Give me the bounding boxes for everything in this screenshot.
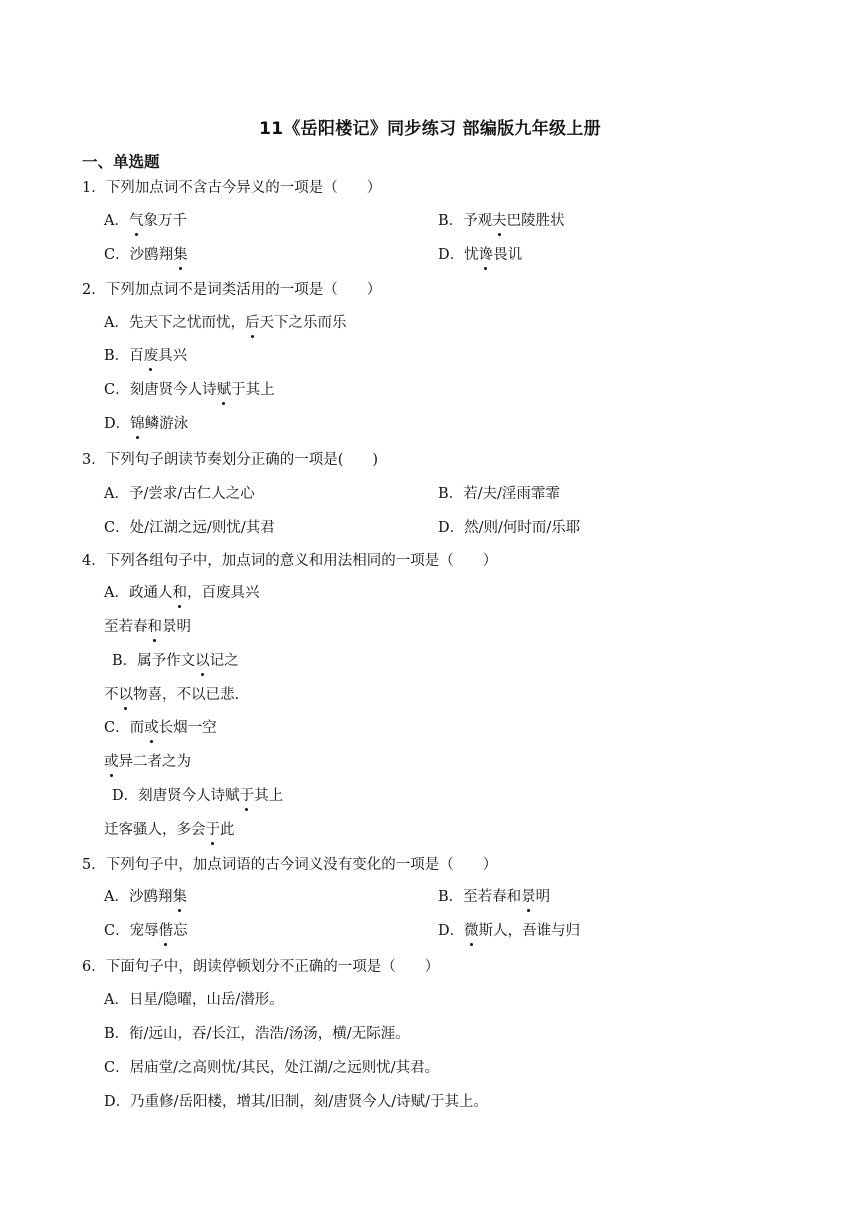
question-4-option-a-line1: A．政通人和，百废具兴 [104,585,260,601]
emphasis-dot-char: 赋 [216,382,232,398]
emphasis-dot-char: 锦 [130,416,145,432]
question-5-option-c: C．宠辱偕忘 [104,923,188,939]
emphasis-dot-char: 后 [244,315,260,331]
emphasis-dot-char: 夫 [492,213,507,229]
question-4-option-c-line2: 或异二者之为 [104,754,191,770]
emphasis-dot-char: 集 [173,247,188,263]
question-5-option-a: A．沙鸥翔集 [104,889,187,905]
question-3-option-c: C．处/江湖之远/则忧/其君 [104,520,275,536]
emphasis-dot-char: 于 [205,822,220,838]
question-1-option-d: D．忧谗畏讥 [438,247,523,263]
question-4-option-b-line1: B．属予作文以记之 [112,653,239,669]
emphasis-dot-char: 或 [104,754,119,770]
question-4-option-c-line1: C．而或长烟一空 [104,720,217,736]
question-5-option-d: D．微斯人，吾谁与归 [438,923,581,939]
question-4-option-a-line2: 至若春和景明 [104,619,191,635]
question-2-option-a: A．先天下之忧而忧，后天下之乐而乐 [104,315,347,331]
question-1-option-b: B．予观夫巴陵胜状 [438,213,565,229]
question-2-option-b: B．百废具兴 [104,348,188,364]
question-6-option-a: A．日星/隐曜，山岳/潜形。 [104,992,284,1008]
emphasis-dot-char: 和 [147,619,162,635]
question-6-stem: 6．下面句子中，朗读停顿划分不正确的一项是（ ） [82,959,440,975]
emphasis-dot-char: 集 [172,889,187,905]
emphasis-dot-char: 偕 [158,923,174,939]
question-6-option-c: C．居庙堂/之高则忧/其民，处江湖/之远则忧/其君。 [104,1060,440,1076]
question-5-option-b: B．至若春和景明 [438,889,551,905]
question-2-stem: 2．下列加点词不是词类活用的一项是（ ） [82,282,382,298]
emphasis-dot-char: 或 [144,720,159,736]
emphasis-dot-char: 景 [521,889,536,905]
question-4-option-d-line2: 迁客骚人，多会于此 [104,822,235,838]
question-1-option-a: A．气象万千 [104,213,187,229]
document-title: 11《岳阳楼记》同步练习 部编版九年级上册 [259,119,601,139]
question-3-stem: 3．下列句子朗读节奏划分正确的一项是( ) [82,452,379,468]
question-6-option-b: B．衔/远山，吞/长江，浩浩/汤汤，横/无际涯。 [104,1026,410,1042]
emphasis-dot-char: 谗 [478,247,494,263]
question-3-option-a: A．予/尝求/古仁人之心 [104,486,255,502]
question-6-option-d: D．乃重修/岳阳楼，增其/旧制，刻/唐贤今人/诗赋/于其上。 [104,1094,489,1110]
question-1-stem: 1．下列加点词不含古今异义的一项是（ ） [82,180,382,196]
question-2-option-c: C．刻唐贤今人诗赋于其上 [104,382,275,398]
question-3-option-d: D．然/则/何时而/乐耶 [438,520,581,536]
emphasis-dot-char: 以 [118,687,133,703]
question-4-stem: 4．下列各组句子中，加点词的意义和用法相同的一项是（ ） [82,553,498,569]
emphasis-dot-char: 于 [239,788,255,804]
emphasis-dot-char: 气 [128,213,144,229]
section-heading: 一、单选题 [82,153,160,171]
emphasis-dot-char: 和 [172,585,187,601]
question-3-option-b: B．若/夫/淫雨霏霏 [438,486,560,502]
question-4-option-b-line2: 不以物喜，不以已悲. [104,687,240,703]
question-4-option-d-line1: D．刻唐贤今人诗赋于其上 [112,788,284,804]
question-5-stem: 5．下列句子中，加点词语的古今词义没有变化的一项是（ ） [82,857,498,873]
question-1-option-c: C．沙鸥翔集 [104,247,188,263]
emphasis-dot-char: 微 [464,923,479,939]
question-2-option-d: D．锦鳞游泳 [104,416,189,432]
emphasis-dot-char: 以 [195,653,210,669]
emphasis-dot-char: 废 [143,348,159,364]
